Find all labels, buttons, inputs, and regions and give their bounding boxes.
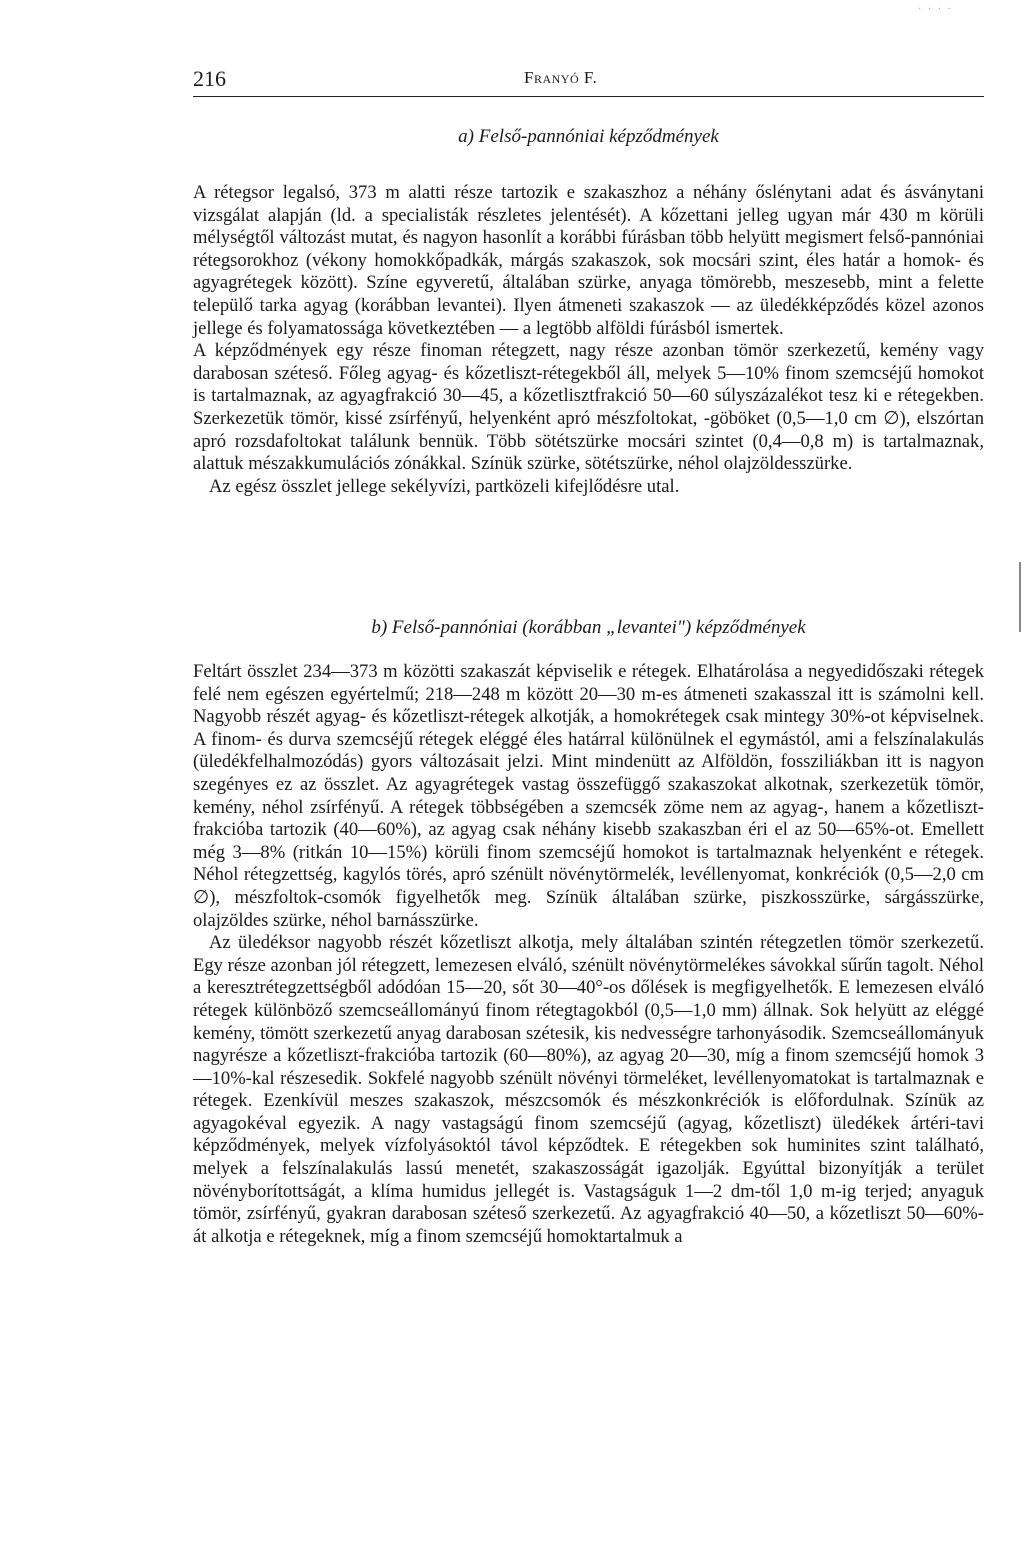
section-heading-b: b) Felső-pannóniai (korábban „levantei") képződmények bbox=[371, 617, 806, 638]
margin-rule bbox=[1019, 562, 1021, 632]
running-head-author: Franyó F. bbox=[524, 68, 598, 87]
paragraph: A képződmények egy része finoman rétegzett, nagy része azonban tömör szerkezetű, kemény vagy darabosan széteső. Főleg agyag- és kőzetliszt-rétegekből áll, melyek 5—10% finom szemcséjű homokot is tartalmaznak, az agyagfrakció 30—45, a kőzetlisztfrakció 50—60 súlyszázalékot tesz ki e rétegekben. Szerkezetük tömör, kissé zsírfényű, helyenként apró mészfoltokat, -göböket (0,5—1,0 cm ∅), elszórtan apró rozsdafoltokat találunk bennük. Több sötétszürke mocsári szintet (0,4—0,8 m) is tartalmaznak, alattuk mészakkumulációs zónákkal. Színük szürke, sötétszürke, néhol olajzöldesszürke. bbox=[193, 340, 984, 475]
scan-marks: · · · · bbox=[918, 4, 953, 15]
section-b-body bbox=[193, 661, 984, 1248]
paragraph: A rétegsor legalsó, 373 m alatti része tartozik e szakaszhoz a néhány őslénytani adat és ásványtani vizsgálat alapján (ld. a specialisták részletes jelentését). A kőzettani jelleg ugyan már 430 m körüli mélységtől változást mutat, és nagyon hasonlít a korábbi fúrásban több helyütt megismert felső-pannóniai rétegsorokhoz (vékony homokkőpadkák, márgás szakaszok, sok mocsári szint, éles határ a homok- és agyagrétegek között). Színe egyveretű, általában szürke, anyaga tömörebb, meszesebb, mint a felette települő tarka agyag (korábban levantei). Ilyen átmeneti szakaszok — az üledékképződés közel azonos jellege és folyamatossága következtében — a legtöbb alföldi fúrásból ismertek. bbox=[193, 182, 984, 339]
paragraph: Az üledéksor nagyobb részét kőzetliszt alkotja, mely általában szintén rétegzetlen tömör szerkezetű. Egy része azonban jól rétegzett, lemezesen elváló, szénült növénytörmelékes sávokkal sűrűn tagolt. Néhol a keresztrétegzettségből adódóan 15—20, sőt 30—40°-os dőlések is megfigyelhetők. E lemezesen elváló rétegek különböző szemcseállományú finom rétegtagokból (0,5—1,0 mm) állnak. Sok helyütt az eléggé kemény, tömött szerkezetű anyag darabosan szétesik, kis nedvességre tarhonyásodik. Szemcseállományuk nagyrésze a kőzetliszt-frakcióba tartozik (60—80%), az agyag 20—30, míg a finom szemcséjű homok 3—10%-kal részesedik. Sokfelé nagyobb szénült növényi törmeléket, levéllenyomatokat is tartalmaznak e rétegek. Ezenkívül meszes szakaszok, mészcsomók és mészkonkréciók is előfordulnak. Színük az agyagokéval egyezik. A nagy vastagságú finom szemcséjű (agyag, kőzetliszt) üledékek ártéri-tavi képződmények, melyek vízfolyásoktól távol képződtek. E rétegekben sok huminites szint található, melyek a felszínalakulás lassú menetét, szakaszosságát igazolják. Egyúttal bizonyítják a terület növényborítottságát, a klíma humidus jellegét is. Vastagságuk 1—2 dm-től 1,0 m-ig terjed; anyaguk tömör, zsírfényű, gyakran darabosan széteső szerkezetű. Az agyagfrakció 40—50, a kőzetliszt 50—60%-át alkotja e rétegeknek, míg a finom szemcséjű homoktartalmuk a bbox=[193, 932, 984, 1247]
page-number: 216 bbox=[193, 66, 226, 91]
section-heading-a: a) Felső-pannóniai képződmények bbox=[458, 126, 719, 147]
paragraph: Feltárt összlet 234—373 m közötti szakaszát képviselik e rétegek. Elhatárolása a negyedidőszaki rétegek felé nem egészen egyértelmű; 218—248 m között 20—30 m-es átmeneti szakasszal itt is számolni kell. Nagyobb részét agyag- és kőzetliszt-rétegek alkotják, a homokrétegek csak mintegy 30%-ot képviselnek. A finom- és durva szemcséjű rétegek eléggé éles határral különülnek el egymástól, ami a felszínalakulás (üledékfelhalmozódás) gyors változásait jelzi. Mint mindenütt az Alföldön, fossziliákban itt is nagyon szegényes ez az összlet. Az agyagrétegek vastag összefüggő szakaszokat alkotnak, szerkezetük tömör, kemény, néhol zsírfényű. A rétegek többségében a szemcsék zöme nem az agyag-, hanem a kőzetliszt-frakcióba tartozik (40—60%), az agyag csak néhány kisebb szakaszban éri el az 50—65%-ot. Emellett még 3—8% (ritkán 10—15%) körüli finom szemcséjű homokot is tartalmaznak helyenként e rétegek. Néhol rétegzettség, kagylós törés, apró szénült növénytörmelék, levéllenyomat, konkréciók (0,5—2,0 cm ∅), mészfoltok-csomók figyelhetők meg. Színük általában szürke, piszkosszürke, sárgásszürke, olajzöldes szürke, néhol barnásszürke. bbox=[193, 661, 984, 931]
running-head bbox=[193, 66, 984, 97]
paragraph: Az egész összlet jellege sekélyvízi, partközeli kifejlődésre utal. bbox=[209, 475, 680, 497]
section-a-body bbox=[193, 182, 984, 498]
